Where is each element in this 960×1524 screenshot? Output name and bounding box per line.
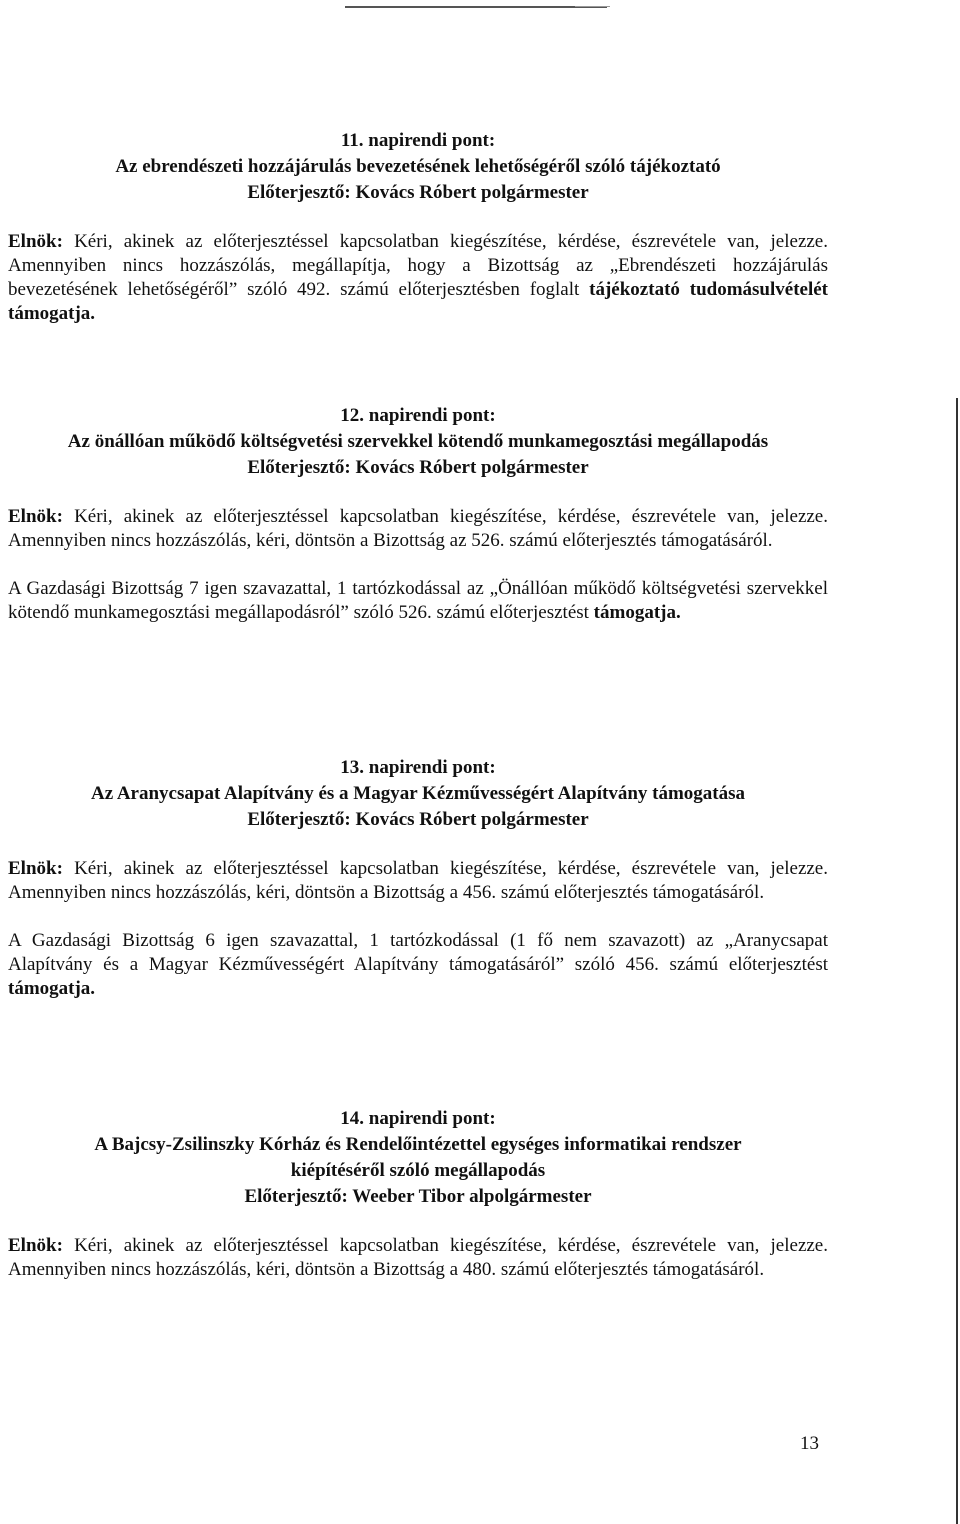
vote-result (8, 929, 828, 1001)
agenda-item-presenter: Előterjesztő: Kovács Róbert polgármester (247, 182, 589, 203)
agenda-item-title: Az ebrendészeti hozzájárulás bevezetésének lehetőségéről szóló tájékoztató (115, 156, 721, 177)
chair-bold-end: tájékoztató tudomásulvételét támogatja. (8, 279, 828, 324)
chair-text: Kéri, akinek az előterjesztéssel kapcsolatban kiegészítése, kérdése, észrevétele van, jelezze. Amennyiben nincs hozzászólás, kéri, döntsön a Bizottság a 480. számú előterjesztés támogatásáról. (8, 1235, 828, 1280)
chair-statement (8, 505, 828, 553)
chair-text: Kéri, akinek az előterjesztéssel kapcsolatban kiegészítése, kérdése, észrevétele van, jelezze. Amennyiben nincs hozzászólás, kéri, döntsön a Bizottság az 526. számú előterjesztés támogatásáról. (8, 506, 828, 551)
chair-label: Elnök: (8, 1235, 63, 1256)
chair-label: Elnök: (8, 231, 63, 252)
agenda-item-14 (8, 1106, 828, 1282)
page-number: 13 (800, 1433, 819, 1454)
chair-label: Elnök: (8, 858, 63, 879)
vote-bold-end: támogatja. (8, 978, 96, 999)
chair-label: Elnök: (8, 506, 63, 527)
chair-statement (8, 1234, 828, 1282)
vote-bold-end: támogatja. (593, 602, 681, 623)
vote-text: A Gazdasági Bizottság 7 igen szavazattal, 1 tartózkodással az „Önállóan működő költségvetési szervekkel kötendő munkamegosztási megállapodásról” szóló 526. számú előterjesztést (8, 578, 828, 623)
agenda-item-number: 11. napirendi pont: (340, 130, 496, 151)
chair-statement (8, 230, 828, 326)
vote-text: A Gazdasági Bizottság 6 igen szavazattal, 1 tartózkodással (1 fő nem szavazott) az „Aranycsapat Alapítvány és a Magyar Kézművességért Alapítvány támogatásáról” szóló 456. számú előterjesztést (8, 930, 828, 975)
agenda-item-presenter: Előterjesztő: Kovács Róbert polgármester (247, 809, 589, 830)
agenda-item-presenter: Előterjesztő: Weeber Tibor alpolgármester (244, 1186, 592, 1207)
agenda-item-number: 13. napirendi pont: (340, 757, 496, 778)
agenda-item-title-line-2: kiépítéséről szóló megállapodás (290, 1160, 546, 1181)
agenda-item-number: 14. napirendi pont: (340, 1108, 496, 1129)
agenda-item-title: Az Aranycsapat Alapítvány és a Magyar Kézművességért Alapítvány támogatása (90, 783, 746, 804)
scan-artifact-line (345, 6, 607, 8)
agenda-item-12 (8, 403, 828, 625)
agenda-item-heading (8, 128, 828, 206)
agenda-item-heading (8, 755, 828, 833)
chair-text: Kéri, akinek az előterjesztéssel kapcsolatban kiegészítése, kérdése, észrevétele van, jelezze. Amennyiben nincs hozzászólás, megállapítja, hogy a Bizottság az „Ebrendészeti hozzájárulás bevezetésének lehetőségéről” szóló 492. számú előterjesztésben foglalt (8, 231, 828, 300)
agenda-item-heading (8, 1106, 828, 1210)
agenda-item-11 (8, 128, 828, 326)
scan-margin-line (956, 398, 958, 1524)
agenda-item-number: 12. napirendi pont: (340, 405, 496, 426)
scan-artifact-line-short (575, 6, 610, 7)
chair-statement (8, 857, 828, 905)
agenda-item-presenter: Előterjesztő: Kovács Róbert polgármester (247, 457, 589, 478)
agenda-item-title-line-1: A Bajcsy-Zsilinszky Kórház és Rendelőintézettel egységes informatikai rendszer (94, 1134, 742, 1155)
chair-text: Kéri, akinek az előterjesztéssel kapcsolatban kiegészítése, kérdése, észrevétele van, jelezze. Amennyiben nincs hozzászólás, kéri, döntsön a Bizottság a 456. számú előterjesztés támogatásáról. (8, 858, 828, 903)
agenda-item-13 (8, 755, 828, 1001)
agenda-item-heading (8, 403, 828, 481)
vote-result (8, 577, 828, 625)
agenda-item-title: Az önállóan működő költségvetési szervekkel kötendő munkamegosztási megállapodás (67, 431, 769, 452)
